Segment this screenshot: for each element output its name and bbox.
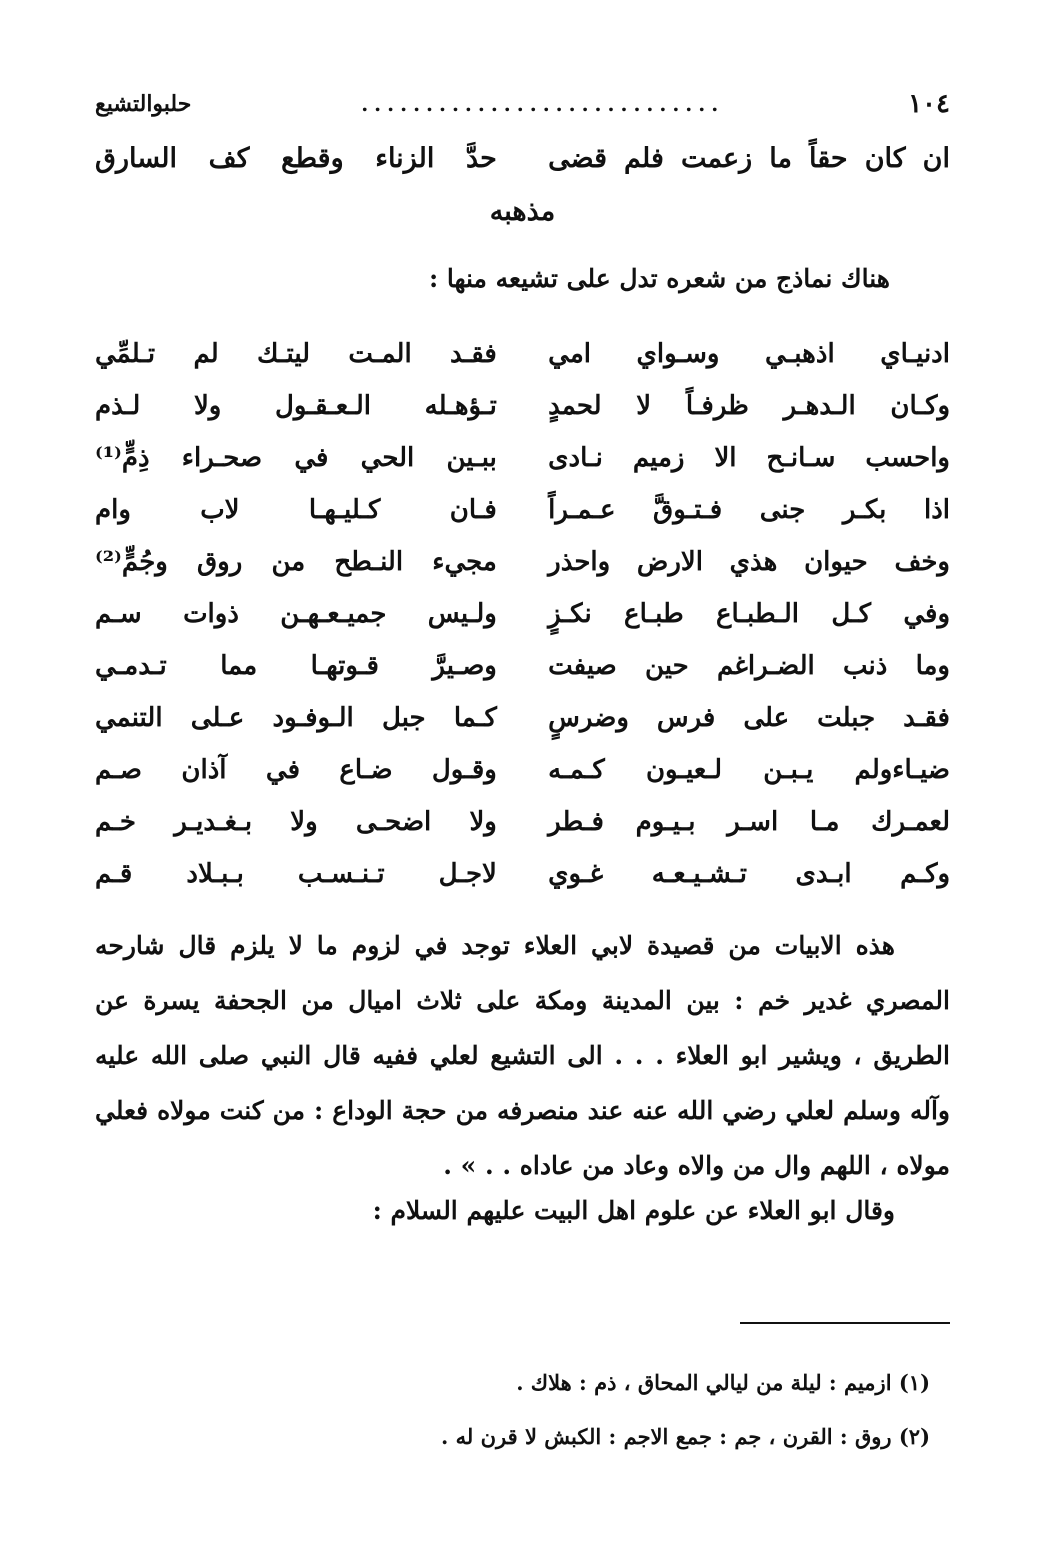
- verse-left-hemistich: حدَّ الزناء وقطع كف السارق: [95, 142, 497, 174]
- verse-right-hemistich: وكـان الـدهـر ظرفـاً لا لحمدٍ: [548, 391, 950, 421]
- commentary-paragraph: هذه الابيات من قصيدة لابي العلاء توجد في لزوم ما لا يلزم قال شارحه المصري غدير خم : بين المدينة ومكة على ثلاث اميال من الجحفة يسرة عن الطريق ، ويشير ابو العلاء . . . الى التشيع لعلي ففيه قال النبي صلى الله عليه وآله وسلم لعلي رضي الله عنه عند منصرفه من حجة الوداع : من كنت مولاه فعلي مولاه ، اللهم وال من والاه وعاد من عاداه . . » .: [95, 931, 950, 1180]
- intro-line: هناك نماذج من شعره تدل على تشيعه منها :: [428, 264, 890, 293]
- section-title: مذهبه: [489, 196, 556, 227]
- poem-verse: [95, 744, 950, 796]
- page-number: ١٠٤: [908, 89, 950, 119]
- footnotes: [95, 1356, 930, 1464]
- verse-left-hemistich: ولـيس جميـعـهـن ذوات سـم: [95, 599, 497, 629]
- commentary: [95, 918, 950, 1193]
- poem-verse: [95, 588, 950, 640]
- verse-left-hemistich: ولا اضحـى ولا بـغـديـر خـم: [95, 807, 497, 837]
- verse-left-hemistich: فقـد المـت ليتـك لم تـلمِّي: [95, 339, 497, 369]
- poem-verse: [95, 484, 950, 536]
- verse-right-hemistich: وكـم ابـدى تـشـيـعـه غـوي: [548, 859, 950, 889]
- verse-line: [95, 134, 950, 182]
- verse-right-hemistich: وخف حيوان هذي الارض واحذر: [548, 547, 950, 577]
- verse-left-hemistich: وصـيرَّ قـوتهـا مما تـدمـي: [95, 651, 497, 681]
- poem-verse: [95, 640, 950, 692]
- verse-right-hemistich: واحسب سـانـح الا زميم نـادى: [548, 443, 950, 473]
- poem: [95, 328, 950, 900]
- verse-left-hemistich: وقـول ضـاع في آذان صـم: [95, 755, 497, 785]
- verse-left-hemistich: فـان كـليـهـا لاب وام: [95, 495, 497, 525]
- verse-right-hemistich: وفي كـل الـطبـاع طبـاع نكـزٍ: [548, 599, 950, 629]
- verse-left-hemistich: ببـين الحي في صحـراء ذِمٍّ⁽¹⁾: [95, 443, 497, 473]
- verse-right-hemistich: وما ذنب الضـراغم حين صيفت: [548, 651, 950, 681]
- verse-left-hemistich: تـؤهـله الـعـقـول ولا لـذم: [95, 391, 497, 421]
- closing-line: وقال ابو العلاء عن علوم اهل البيت عليهم السلام :: [372, 1196, 895, 1225]
- verse-right-hemistich: ادنيـاي اذهبـي وسـواي امي: [548, 339, 950, 369]
- poem-verse: [95, 796, 950, 848]
- dot-leader: ............................: [361, 92, 725, 116]
- poem-verse: [95, 328, 950, 380]
- book-page: [95, 78, 950, 1498]
- verse-left-hemistich: كـما جبل الـوفـود عـلى التنمي: [95, 703, 497, 733]
- footnote: (١) ازميم : ليلة من ليالي المحاق ، ذم : هلاك .: [516, 1370, 930, 1395]
- running-head: [95, 86, 950, 122]
- verse-left-hemistich: لاجـل تـنـسـب بـبـلاد قـم: [95, 859, 497, 889]
- poem-verse: [95, 536, 950, 588]
- verse-right-hemistich: اذا بكـر جنى فـتـوقَّ عـمـراً: [548, 495, 950, 525]
- verse-right-hemistich: ضيـاءولم يـبـن لـعيـون كـمـه: [548, 755, 950, 785]
- poem-verse: [95, 380, 950, 432]
- poem-verse: [95, 692, 950, 744]
- book-title: حلبوالتشيع: [95, 91, 192, 117]
- poem-verse: [95, 432, 950, 484]
- verse-right-hemistich: فقـد جبلت على فرس وضرسٍ: [548, 703, 950, 733]
- verse-right-hemistich: ان كان حقاً ما زعمت فلم قضى: [548, 142, 950, 174]
- footnote: (٢) روق : القرن ، جم : جمع الاجم : الكبش لا قرن له .: [441, 1424, 930, 1449]
- verse-right-hemistich: لعمـرك مـا اسـر بـيـوم فـطر: [548, 807, 950, 837]
- verse-left-hemistich: مجيء النـطح من روق وجُمٍّ⁽²⁾: [95, 547, 497, 577]
- footnote-divider: [740, 1322, 950, 1324]
- poem-verse: [95, 848, 950, 900]
